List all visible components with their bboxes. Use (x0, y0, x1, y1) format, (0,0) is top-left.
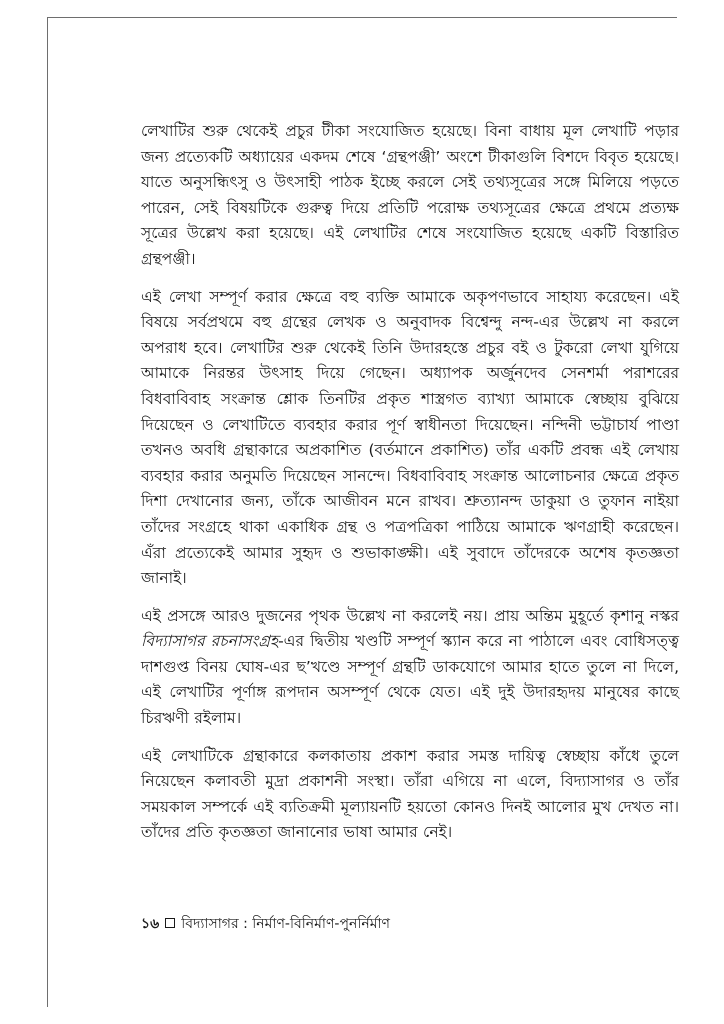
running-title: বিদ্যাসাগর : নির্মাণ-বিনির্মাণ-পুনর্নির্মাণ (181, 916, 391, 932)
paragraph-2-text: এই লেখা সম্পূর্ণ করার ক্ষেত্রে বহু ব্যক্তি আমাকে অকৃপণভাবে সাহায্য করেছেন। এই বিষয়ে সর্বপ্রথমে বহু গ্রন্থের লেখক ও অনুবাদক বিশ্বেন্দু নন্দ-এর উল্লেখ না করলে অপরাধ হবে। লেখাটির শুরু থেকেই তিনি উদারহস্তে প্রচুর বই ও টুকরো লেখা যুগিয়ে আমাকে নিরন্তর উৎসাহ দিয়ে গেছেন। অধ্যাপক অর্জুনদেব সেনশর্মা পরাশরের বিধবাবিবাহ সংক্রান্ত শ্লোক তিনটির প্রকৃত শাস্ত্রগত ব্যাখ্যা আমাকে স্বেচ্ছায় বুঝিয়ে দিয়েছেন ও লেখাটিতে ব্যবহার করার পূর্ণ স্বাধীনতা দিয়েছেন। নন্দিনী ভট্টাচার্য পাণ্ডা তখনও অবধি গ্রন্থাকারে অপ্রকাশিত (বর্তমানে প্রকাশিত) তাঁর একটি প্রবন্ধ এই লেখায় ব্যবহার করার অনুমতি দিয়েছেন সানন্দে। বিধবাবিবাহ সংক্রান্ত আলোচনার ক্ষেত্রে প্রকৃত দিশা দেখানোর জন্য, তাঁকে আজীবন মনে রাখব। শ্রুত্যানন্দ ডাকুয়া ও তুফান নাইয়া তাঁদের সংগ্রহে থাকা একাধিক গ্রন্থ ও পত্রপত্রিকা পাঠিয়ে আমাকে ঋণগ্রাহী করেছেন। এঁরা প্রত্যেকেই আমার সুহৃদ ও শুভাকাঙ্ক্ষী। এই সুবাদে তাঁদেরকে অশেষ কৃতজ্ঞতা জানাই। (141, 287, 679, 588)
body-text (141, 119, 679, 858)
paragraph-1-text: লেখাটির শুরু থেকেই প্রচুর টীকা সংযোজিত হয়েছে। বিনা বাধায় মূল লেখাটি পড়ার জন্য প্রত্যেকটি অধ্যায়ের একদম শেষে ‘গ্রন্থপঞ্জী’ অংশে টীকাগুলি বিশদে বিবৃত হয়েছে। যাতে অনুসন্ধিৎসু ও উৎসাহী পাঠক ইচ্ছে করলে সেই তথ্যসূত্রের সঙ্গে মিলিয়ে পড়তে পারেন, সেই বিষয়টিকে গুরুত্ব দিয়ে প্রতিটি পরোক্ষ তথ্যসূত্রের ক্ষেত্রে প্রথমে প্রত্যক্ষ সূত্রের উল্লেখ করা হয়েছে। এই লেখাটির শেষে সংযোজিত হয়েছে একটি বিস্তারিত গ্রন্থপঞ্জী। (141, 122, 679, 268)
square-bullet-icon (165, 918, 175, 928)
book-title-italic: বিদ্যাসাগর রচনাসংগ্রহ (141, 632, 279, 651)
paragraph-4-text: এই লেখাটিকে গ্রন্থাকারে কলকাতায় প্রকাশ করার সমস্ত দায়িত্ব স্বেচ্ছায় কাঁধে তুলে নিয়েছেন কলাবতী মুদ্রা প্রকাশনী সংস্থা। তাঁরা এগিয়ে না এলে, বিদ্যাসাগর ও তাঁর সময়কাল সম্পর্কে এই ব্যতিক্রমী মূল্যায়নটি হয়তো কোনও দিনই আলোর মুখ দেখত না। তাঁদের প্রতি কৃতজ্ঞতা জানানোর ভাষা আমার নেই। (141, 746, 679, 842)
paragraph-3-text-b: -এর দ্বিতীয় খণ্ডটি সম্পূর্ণ স্ক্যান করে না পাঠালে এবং বোধিসত্ত্ব দাশগুপ্ত বিনয় ঘোষ-এর ছ’খণ্ডে সম্পূর্ণ গ্রন্থটি ডাকযোগে আমার হাতে তুলে না দিলে, এই লেখাটির পূর্ণাঙ্গ রূপদান অসম্পূর্ণ থেকে যেত। এই দুই উদারহৃদয় মানুষের কাছে চিরঋণী রইলাম। (141, 632, 679, 728)
page-footer (141, 914, 679, 934)
paragraph-1 (141, 119, 679, 273)
top-rule-line (47, 17, 677, 18)
paragraph-2 (141, 285, 679, 592)
paragraph-4 (141, 744, 679, 846)
paragraph-3-text-a: এই প্রসঙ্গে আরও দুজনের পৃথক উল্লেখ না করলেই নয়। প্রায় অন্তিম মুহূর্তে কৃশানু নস্কর (141, 606, 679, 625)
left-rule-line (47, 17, 48, 1007)
paragraph-3 (141, 604, 679, 732)
page-number: ১৬ (141, 916, 160, 932)
